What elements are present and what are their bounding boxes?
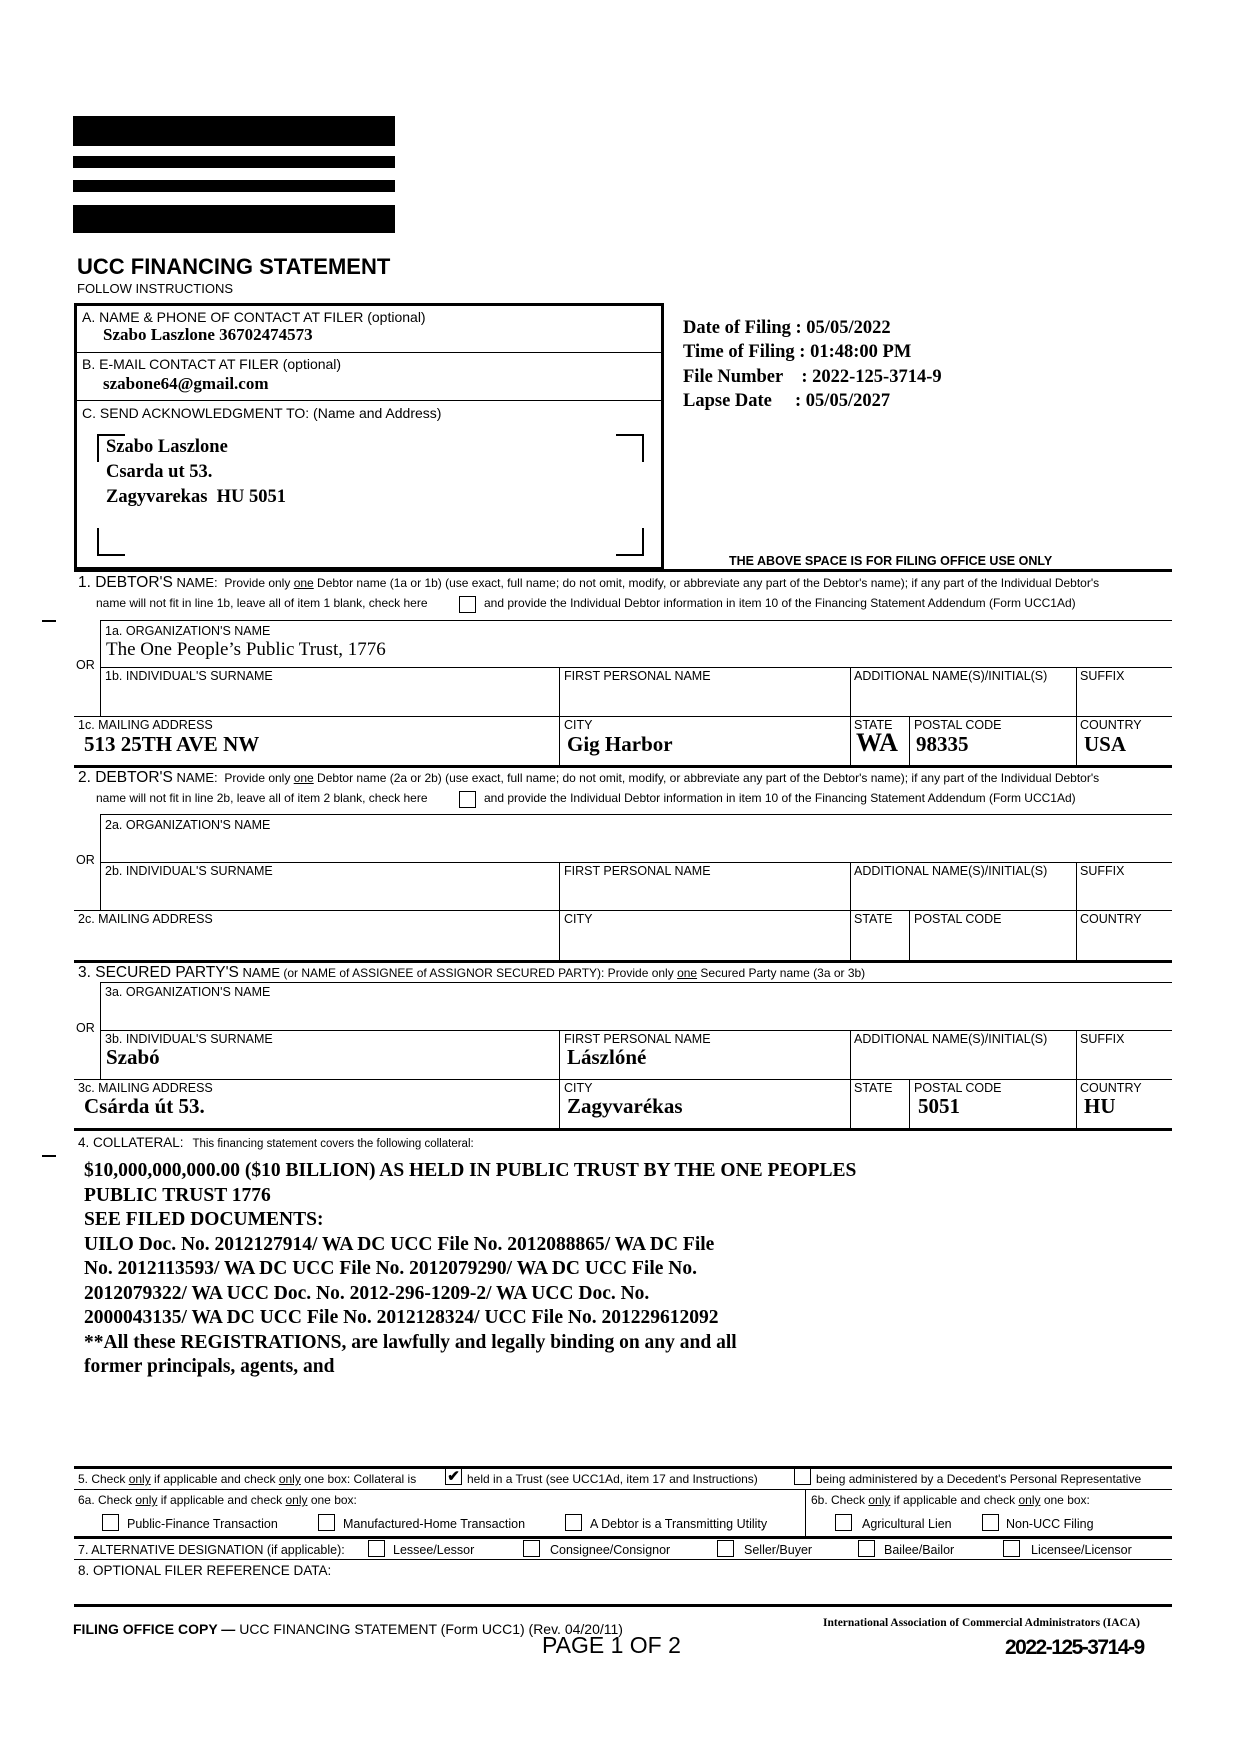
- collateral-line: $10,000,000,000.00 ($10 BILLION) AS HELD IN PUBLIC TRUST BY THE ONE PEOPLES: [84, 1160, 857, 1181]
- secured-country-label: COUNTRY: [1080, 1081, 1142, 1095]
- contact-b-label: B. E-MAIL CONTACT AT FILER (optional): [82, 356, 342, 372]
- manufactured-home-label: Manufactured-Home Transaction: [343, 1517, 526, 1531]
- iaca-label: International Association of Commercial Administrators (IACA): [823, 1617, 1140, 1629]
- secured-first-value: Lászlóné: [567, 1045, 647, 1069]
- debtor1-postal-value: 98335: [916, 732, 969, 756]
- secured-additional-label: ADDITIONAL NAME(S)/INITIAL(S): [854, 1032, 1048, 1046]
- secured-country-value: HU: [1084, 1094, 1116, 1118]
- bracket-corner: [97, 528, 125, 556]
- seller-checkbox[interactable]: [717, 1540, 734, 1557]
- divider: [74, 1536, 1172, 1539]
- collateral-line: SEE FILED DOCUMENTS:: [84, 1209, 324, 1230]
- divider: [100, 667, 1172, 668]
- divider: [74, 1604, 1172, 1607]
- debtor2-blank-checkbox[interactable]: [459, 791, 476, 808]
- licensee-label: Licensee/Licensor: [1031, 1543, 1132, 1557]
- divider: [100, 982, 1172, 983]
- bracket-corner: [616, 434, 644, 462]
- divider: [74, 1079, 1172, 1080]
- debtor1-state-value: WA: [856, 728, 898, 757]
- non-ucc-checkbox[interactable]: [982, 1514, 999, 1531]
- filing-number: File Number : 2022-125-3714-9: [683, 367, 942, 387]
- collateral-heading: 4. COLLATERAL: This financing statement covers the following collateral:: [78, 1135, 474, 1150]
- contact-a-value: Szabo Laszlone 36702474573: [103, 325, 313, 344]
- divider: [100, 862, 1172, 863]
- secured-postal-value: 5051: [918, 1094, 960, 1118]
- secured-org-label: 3a. ORGANIZATION'S NAME: [105, 985, 271, 999]
- collateral-line: No. 2012113593/ WA DC UCC File No. 2012079290/ WA DC UCC File No.: [84, 1258, 697, 1279]
- divider: [100, 1030, 1172, 1031]
- divider: [74, 1489, 1172, 1490]
- divider: [100, 620, 1172, 621]
- debtor2-city-label: CITY: [564, 912, 593, 926]
- debtor1-heading: 1. DEBTOR'S NAME: Provide only one Debtor name (1a or 1b) (use exact, full name; do not omit, modify, or abbreviate any part of the Debtor's name); if any part of the Individual Debtor's: [78, 574, 1100, 591]
- secured-city-value: Zagyvarékas: [567, 1094, 683, 1118]
- secured-heading: 3. SECURED PARTY'S NAME (or NAME of ASSIGNEE of ASSIGNOR SECURED PARTY): Provide only one Secured Party name (3a or 3b): [78, 964, 866, 981]
- secured-mailing-label: 3c. MAILING ADDRESS: [78, 1081, 213, 1095]
- item6b-label: 6b. Check only if applicable and check only one box:: [811, 1493, 1090, 1507]
- item5-label: 5. Check only if applicable and check only one box: Collateral is: [78, 1472, 417, 1486]
- margin-mark: [42, 620, 56, 622]
- secured-postal-label: POSTAL CODE: [914, 1081, 1002, 1095]
- secured-surname-label: 3b. INDIVIDUAL'S SURNAME: [105, 1032, 273, 1046]
- divider: [100, 620, 101, 716]
- collateral-line: former principals, agents, and: [84, 1356, 335, 1377]
- collateral-line: UILO Doc. No. 2012127914/ WA DC UCC File No. 2012088865/ WA DC File: [84, 1233, 715, 1255]
- non-ucc-label: Non-UCC Filing: [1006, 1517, 1094, 1531]
- form-title: UCC FINANCING STATEMENT: [77, 254, 391, 279]
- contact-a-label: A. NAME & PHONE OF CONTACT AT FILER (optional): [82, 309, 426, 325]
- transmitting-utility-label: A Debtor is a Transmitting Utility: [590, 1517, 768, 1531]
- manufactured-home-checkbox[interactable]: [318, 1514, 335, 1531]
- divider: [74, 960, 1172, 963]
- licensee-checkbox[interactable]: [1003, 1540, 1020, 1557]
- debtor1-additional-label: ADDITIONAL NAME(S)/INITIAL(S): [854, 669, 1048, 683]
- lessee-label: Lessee/Lessor: [393, 1543, 475, 1557]
- divider: [805, 1489, 806, 1536]
- divider: [74, 1559, 1172, 1560]
- divider: [664, 569, 1172, 572]
- debtor2-org-label: 2a. ORGANIZATION'S NAME: [105, 818, 271, 832]
- or-label: OR: [76, 853, 95, 867]
- consignee-label: Consignee/Consignor: [550, 1543, 671, 1557]
- decedent-checkbox[interactable]: [794, 1468, 811, 1485]
- bailee-checkbox[interactable]: [858, 1540, 875, 1557]
- divider: [909, 910, 910, 960]
- barcode-bar: [73, 156, 395, 168]
- debtor1-mailing-value: 513 25TH AVE NW: [84, 732, 260, 756]
- debtor1-org-label: 1a. ORGANIZATION'S NAME: [105, 624, 271, 638]
- page-number: PAGE 1 OF 2: [542, 1632, 681, 1658]
- or-label: OR: [76, 1021, 95, 1035]
- debtor1-postal-label: POSTAL CODE: [914, 718, 1002, 732]
- trust-checkbox[interactable]: ✔: [445, 1468, 462, 1485]
- bracket-corner: [616, 528, 644, 556]
- debtor1-suffix-label: SUFFIX: [1080, 669, 1125, 683]
- divider: [74, 765, 1172, 768]
- barcode-bar: [73, 205, 395, 233]
- ack-city: Zagyvarekas HU 5051: [106, 487, 287, 507]
- debtor1-instr2a: name will not fit in line 1b, leave all of item 1 blank, check here: [96, 596, 428, 610]
- debtor2-state-label: STATE: [854, 912, 893, 926]
- lessee-checkbox[interactable]: [368, 1540, 385, 1557]
- filing-time: Time of Filing : 01:48:00 PM: [683, 342, 912, 362]
- consignee-checkbox[interactable]: [523, 1540, 540, 1557]
- debtor1-city-value: Gig Harbor: [567, 732, 673, 756]
- divider: [100, 814, 1172, 815]
- divider: [74, 910, 1172, 911]
- secured-first-label: FIRST PERSONAL NAME: [564, 1032, 711, 1046]
- divider: [1076, 862, 1077, 960]
- filing-date: Date of Filing : 05/05/2022: [683, 318, 891, 338]
- secured-state-label: STATE: [854, 1081, 893, 1095]
- divider: [77, 352, 661, 353]
- office-use-note: THE ABOVE SPACE IS FOR FILING OFFICE USE ONLY: [729, 554, 1053, 568]
- collateral-line: PUBLIC TRUST 1776: [84, 1184, 271, 1206]
- debtor1-blank-checkbox[interactable]: [459, 596, 476, 613]
- barcode-bar: [73, 116, 395, 146]
- item6a-label: 6a. Check only if applicable and check only one box:: [78, 1493, 357, 1507]
- divider: [74, 1128, 1172, 1131]
- agricultural-lien-checkbox[interactable]: [835, 1514, 852, 1531]
- decedent-label: being administered by a Decedent's Personal Representative: [816, 1472, 1142, 1486]
- debtor2-heading: 2. DEBTOR'S NAME: Provide only one Debtor name (2a or 2b) (use exact, full name; do not omit, modify, or abbreviate any part of the Debtor's name); if any part of the Individual Debtor's: [78, 769, 1100, 786]
- secured-suffix-label: SUFFIX: [1080, 1032, 1125, 1046]
- lapse-date: Lapse Date : 05/05/2027: [683, 391, 891, 411]
- ack-street: Csarda ut 53.: [106, 462, 213, 482]
- divider: [909, 1079, 910, 1128]
- debtor2-first-label: FIRST PERSONAL NAME: [564, 864, 711, 878]
- divider: [74, 569, 664, 572]
- public-finance-label: Public-Finance Transaction: [127, 1517, 278, 1531]
- divider: [77, 400, 661, 401]
- debtor1-city-label: CITY: [564, 718, 593, 732]
- debtor1-instr2b: and provide the Individual Debtor information in item 10 of the Financing Statement Addendum (Form UCC1Ad): [484, 596, 1076, 610]
- secured-city-label: CITY: [564, 1081, 593, 1095]
- bailee-label: Bailee/Bailor: [884, 1543, 955, 1557]
- secured-surname-value: Szabó: [106, 1045, 160, 1069]
- collateral-text: [84, 1159, 856, 1380]
- or-label: OR: [76, 658, 95, 672]
- debtor2-mailing-label: 2c. MAILING ADDRESS: [78, 912, 213, 926]
- collateral-line: 2012079322/ WA UCC Doc. No. 2012-296-1209-2/ WA UCC Doc. No.: [84, 1282, 650, 1304]
- debtor1-surname-label: 1b. INDIVIDUAL'S SURNAME: [105, 669, 273, 683]
- debtor2-additional-label: ADDITIONAL NAME(S)/INITIAL(S): [854, 864, 1048, 878]
- item8-label: 8. OPTIONAL FILER REFERENCE DATA:: [78, 1563, 332, 1578]
- debtor1-country-value: USA: [1084, 732, 1127, 756]
- debtor2-instr2b: and provide the Individual Debtor information in item 10 of the Financing Statement Addendum (Form UCC1Ad): [484, 791, 1076, 805]
- debtor2-suffix-label: SUFFIX: [1080, 864, 1125, 878]
- agricultural-lien-label: Agricultural Lien: [862, 1517, 952, 1531]
- debtor1-country-label: COUNTRY: [1080, 718, 1142, 732]
- divider: [909, 716, 910, 765]
- debtor1-mailing-label: 1c. MAILING ADDRESS: [78, 718, 213, 732]
- item7-label: 7. ALTERNATIVE DESIGNATION (if applicable):: [78, 1543, 345, 1557]
- debtor2-postal-label: POSTAL CODE: [914, 912, 1002, 926]
- debtor2-instr2a: name will not fit in line 2b, leave all of item 2 blank, check here: [96, 791, 428, 805]
- divider: [74, 1466, 1172, 1469]
- divider: [74, 716, 1172, 717]
- debtor1-first-label: FIRST PERSONAL NAME: [564, 669, 711, 683]
- collateral-line: 2000043135/ WA DC UCC File No. 2012128324/ UCC File No. 201229612092: [84, 1307, 719, 1328]
- ack-name: Szabo Laszlone: [106, 437, 228, 457]
- form-subtitle: FOLLOW INSTRUCTIONS: [77, 281, 234, 296]
- public-finance-checkbox[interactable]: [102, 1514, 119, 1531]
- divider: [559, 862, 560, 960]
- secured-mailing-value: Csárda út 53.: [84, 1094, 205, 1118]
- debtor2-country-label: COUNTRY: [1080, 912, 1142, 926]
- debtor1-state-label: STATE: [854, 718, 893, 732]
- footer-file-number: 2022-125-3714-9: [1005, 1636, 1144, 1659]
- divider: [850, 862, 851, 960]
- collateral-line: **All these REGISTRATIONS, are lawfully and legally binding on any and all: [84, 1331, 737, 1353]
- contact-c-label: C. SEND ACKNOWLEDGMENT TO: (Name and Address): [82, 405, 442, 421]
- margin-mark: [42, 1155, 56, 1157]
- trust-label: held in a Trust (see UCC1Ad, item 17 and Instructions): [467, 1472, 758, 1486]
- barcode-bar: [73, 180, 395, 192]
- transmitting-utility-checkbox[interactable]: [565, 1514, 582, 1531]
- seller-label: Seller/Buyer: [744, 1543, 813, 1557]
- footer-copy: FILING OFFICE COPY — UCC FINANCING STATEMENT (Form UCC1) (Rev. 04/20/11): [73, 1621, 623, 1637]
- debtor2-surname-label: 2b. INDIVIDUAL'S SURNAME: [105, 864, 273, 878]
- debtor1-org-value: The One People’s Public Trust, 1776: [106, 639, 386, 660]
- contact-b-value: szabone64@gmail.com: [103, 374, 269, 393]
